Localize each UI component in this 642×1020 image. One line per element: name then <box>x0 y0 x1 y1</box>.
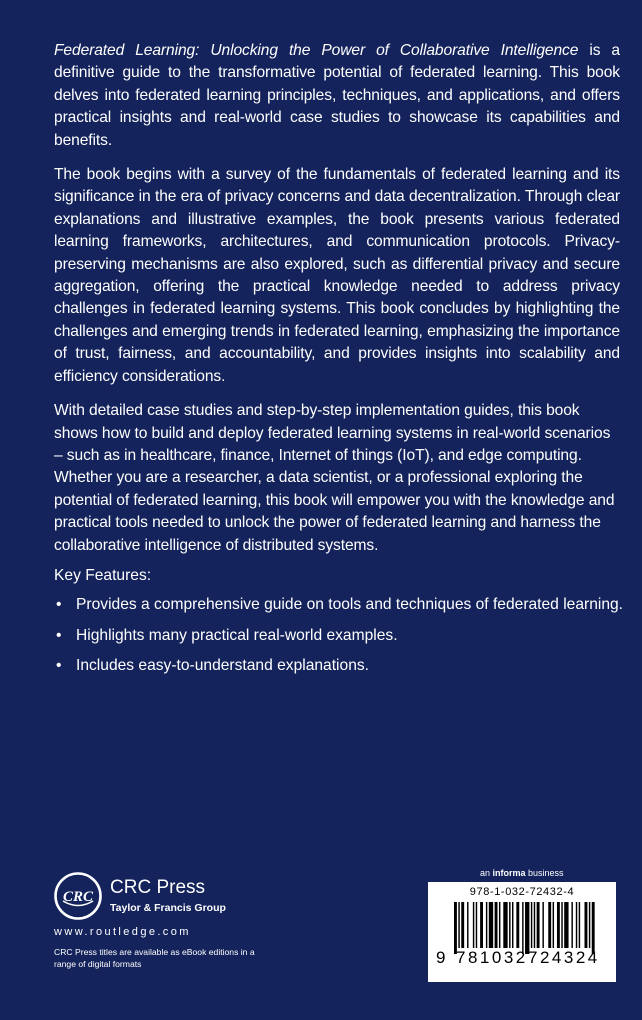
key-feature-item <box>54 594 623 616</box>
barcode-bar <box>585 902 588 948</box>
publisher-url: www.routledge.com <box>54 926 191 938</box>
barcode-bar <box>589 902 590 948</box>
barcode-bar <box>542 902 543 948</box>
key-feature-text: Highlights many practical real-world examples. <box>76 626 398 644</box>
barcode-bar <box>534 902 535 948</box>
description-paragraph-1-text: is a definitive guide to the transformative potential of federated learning. This book delves into federated learning principles, techniques, and applications, and offers practical insights and real-world case studies to showcase its capabilities and benefits. <box>54 42 621 149</box>
barcode-bar <box>564 902 568 948</box>
publisher-group: Taylor & Francis Group <box>110 902 226 914</box>
informa-suffix: business <box>525 868 564 878</box>
barcode-lead-digit: 9 <box>436 948 446 967</box>
key-features-list <box>54 594 623 686</box>
barcode-bar <box>548 902 551 948</box>
barcode-bar <box>525 902 529 954</box>
description-paragraph-1 <box>54 40 620 152</box>
back-cover-description <box>54 40 620 569</box>
key-feature-item <box>54 655 623 677</box>
barcode-bar <box>476 902 477 948</box>
description-paragraph-2: The book begins with a survey of the fundamentals of federated learning and its significance in the era of privacy concerns and data decentralization. Through clear explanations and illustrative examples, the book presents various federated learning frameworks, architectures, and communication protocols. Privacy-preserving mechanisms are also explored, such as differential privacy and secure aggregation, offering the practical knowledge needed to address privacy challenges in federated learning systems. This book concludes by highlighting the challenges and emerging trends in federated learning, emphasizing the importance of trust, fairness, and accountability, and provides insights into scalability and efficiency considerations. <box>54 166 620 385</box>
bullet-icon: • <box>56 626 62 644</box>
key-feature-text: Includes easy-to-understand explanations. <box>76 657 369 674</box>
barcode-bar <box>531 902 532 948</box>
barcode-bar <box>461 902 464 948</box>
book-title-italic: Federated Learning: Unlocking the Power of Collaborative Intelligence <box>54 42 579 59</box>
barcode-bar <box>557 902 560 948</box>
barcode-bar <box>561 902 562 948</box>
key-features-heading: Key Features: <box>54 567 152 584</box>
barcode-bar <box>553 902 554 948</box>
barcode-bar <box>458 902 459 948</box>
barcode-bar <box>454 902 457 954</box>
barcode-bar <box>592 902 595 954</box>
barcode-bars <box>450 902 598 954</box>
barcode-bar <box>503 902 507 948</box>
barcode-bar <box>480 902 483 948</box>
barcode-left-group: 781032 <box>456 948 528 967</box>
informa-bold: informa <box>492 868 526 878</box>
barcode-right-group: 724324 <box>528 948 600 967</box>
barcode-bar <box>571 902 572 948</box>
barcode-bar <box>512 902 513 948</box>
informa-business-tag <box>480 868 564 878</box>
barcode-bar <box>499 902 500 948</box>
barcode-bar <box>473 902 474 948</box>
crc-logo-text: CRC <box>62 889 94 905</box>
barcode-bar <box>579 902 580 948</box>
ebook-availability-note: CRC Press titles are available as eBook editions in a range of digital formats <box>54 947 255 969</box>
barcode-bar <box>537 902 540 948</box>
barcode-bar <box>516 902 519 948</box>
isbn-barcode <box>428 882 616 982</box>
isbn-number: 978-1-032-72432-4 <box>469 886 575 898</box>
barcode-bar <box>467 902 468 948</box>
bullet-icon: • <box>56 657 62 674</box>
barcode-bar <box>522 902 523 954</box>
barcode-bar <box>486 902 487 948</box>
informa-prefix: an <box>480 868 493 878</box>
description-paragraph-3: With detailed case studies and step-by-step implementation guides, this book shows how to build and deploy federated learning systems in real-world scenarios – such as in healthcare, finance, Internet of things (IoT), and edge computing. Whether you are a researcher, a data scientist, or a professional exploring the potential of federated learning, this book will empower you with the knowledge and practical tools needed to unlock the power of federated learning and harness the collaborative intelligence of distributed systems. <box>54 402 615 554</box>
barcode-bar <box>509 902 510 948</box>
publisher-name: CRC Press <box>110 877 206 898</box>
bullet-icon: • <box>56 596 62 613</box>
barcode-bar <box>576 902 577 948</box>
key-feature-text: Provides a comprehensive guide on tools and techniques of federated learning. <box>76 596 624 613</box>
barcode-bar <box>495 902 498 948</box>
crc-press-logo-icon <box>54 872 102 920</box>
barcode-bar <box>489 902 493 948</box>
key-feature-item <box>54 625 623 647</box>
